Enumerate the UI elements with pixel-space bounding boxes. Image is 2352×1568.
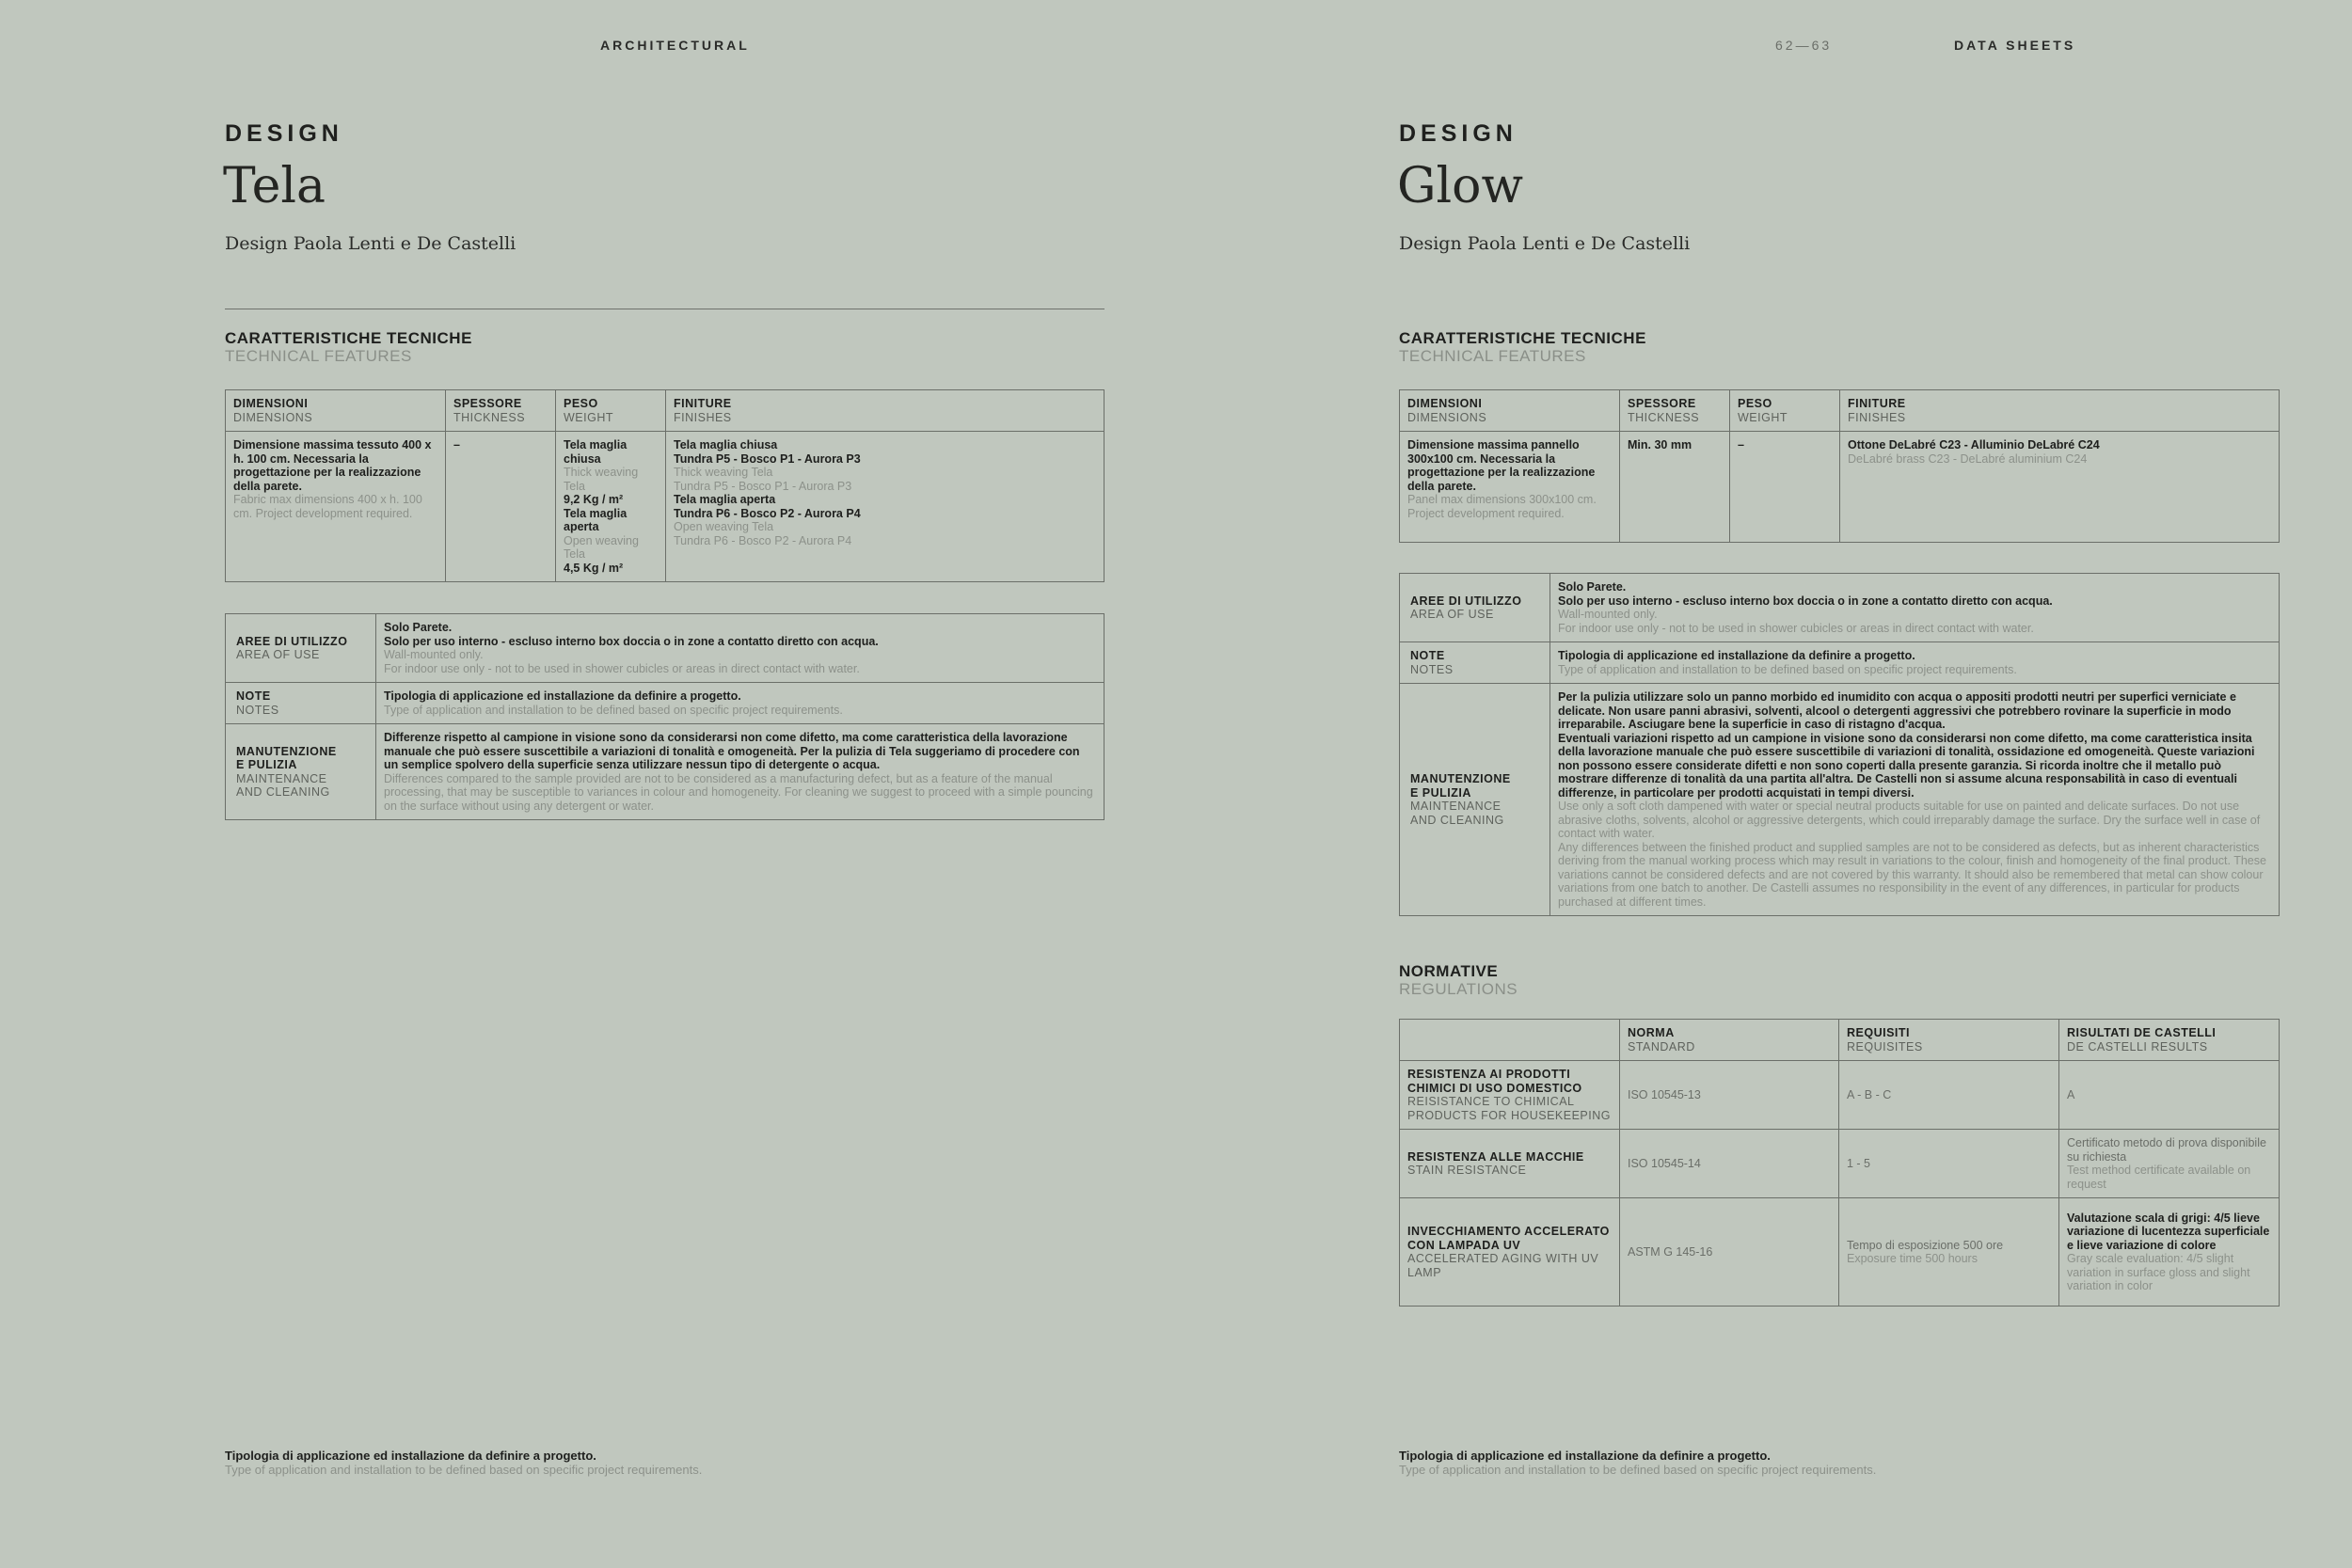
usage-notes-text: Tipologia di applicazione ed installazione da definire a progetto. Type of application and installation to be defined based on specific project requirements. xyxy=(1550,642,2280,684)
right-features-title: CARATTERISTICHE TECNICHE xyxy=(1399,329,1646,347)
left-design-label: DESIGN xyxy=(225,120,343,147)
spec-dimensions-cell: Dimensione massima tessuto 400 x h. 100 cm. Necessaria la progettazione per la realizzazione della parete. Fabric max dimensions 400 x h. 100 cm. Project development required. xyxy=(226,432,446,582)
page-numbers: 62—63 xyxy=(1775,38,1833,53)
usage-notes-label: NOTE NOTES xyxy=(1400,642,1550,684)
left-spec-table xyxy=(225,389,1104,582)
right-spec-table xyxy=(1399,389,2280,543)
regulations-row-label: INVECCHIAMENTO ACCELERATO CON LAMPADA UV ACCELERATED AGING WITH UV LAMP xyxy=(1400,1198,1620,1307)
header-left-label: ARCHITECTURAL xyxy=(600,38,750,53)
usage-area-label: AREE DI UTILIZZO AREA OF USE xyxy=(226,614,376,683)
right-footer xyxy=(1399,1449,2246,1477)
regulations-row-requisites: Tempo di esposizione 500 ore Exposure time 500 hours xyxy=(1839,1198,2059,1307)
right-product-name: Glow xyxy=(1397,158,1523,214)
header-right-label: DATA SHEETS xyxy=(1954,38,2076,53)
regulations-row-result: Certificato metodo di prova disponibile su richiesta Test method certificate available on request xyxy=(2059,1130,2280,1198)
spec-header-row xyxy=(1400,390,2280,432)
regulations-row-label: RESISTENZA AI PRODOTTI CHIMICI DI USO DOMESTICO REISISTANCE TO CHIMICAL PRODUCTS FOR HOUSEKEEPING xyxy=(1400,1061,1620,1130)
spec-header-dimensions: DIMENSIONI DIMENSIONS xyxy=(226,390,446,432)
regulations-row-result: Valutazione scala di grigi: 4/5 lieve variazione di lucentezza superficiale e lieve variazione di colore Gray scale evaluation: 4/5 slight variation in surface gloss and slight variation in color xyxy=(2059,1198,2280,1307)
usage-maintenance-text: Per la pulizia utilizzare solo un panno morbido ed inumidito con acqua o appositi prodotti neutri per superfici verniciate e delicate. Non usare panni abrasivi, solventi, alcool o detergenti aggressivi che potrebbero rovinare la superficie in modo irreparabile. Asciugare bene la superficie in caso di ristagno d'acqua. Eventuali variazioni rispetto ad un campione in visione sono da considerarsi non come difetto, ma come caratteristica insita della lavorazione manuale che può essere suscettibile di variazioni di tonalità, ossidazione ed omogeneità. Queste variazioni non possono essere considerate difetti e non sono coperti dalla presente garanzia. Si ricorda inoltre che il metallo può mostrare differenze di tonalità da una partita all'altra. De Castelli non si assume alcuna responsabilità in caso di eventuali differenze, in particolare per prodotti acquistati in tempi diversi. Use only a soft cloth dampened with water or special neutral products suitable for use on painted and delicate surfaces. Do not use abrasive cloths, solvents, alcohol or aggressive detergents, which could irreparably damage the surface. Dry the surface well in case of contact with water. Any differences between the finished product and supplied samples are not to be considered as defects, but as inherent characteristics deriving from the manual working process which may result in variations to the colour, finish and homogeneity of the final product. These variations cannot be considered defects and are not covered by this warranty. It should also be remembered that metal can show colour variations from one batch to another. De Castelli assumes no responsibility in the event of any differences, in particular for products purchased at different times. xyxy=(1550,684,2280,916)
regulations-table xyxy=(1399,1019,2280,1307)
spec-header-row xyxy=(226,390,1104,432)
right-usage-table xyxy=(1399,573,2280,916)
usage-maintenance-label: MANUTENZIONE E PULIZIA MAINTENANCE AND CLEANING xyxy=(226,724,376,820)
usage-maintenance-row xyxy=(226,724,1104,820)
regulations-row-result: A xyxy=(2059,1061,2280,1130)
right-features-sub: TECHNICAL FEATURES xyxy=(1399,347,1586,365)
left-footer xyxy=(225,1449,1072,1477)
usage-notes-row xyxy=(1400,642,2280,684)
spec-finishes-cell: Ottone DeLabré C23 - Alluminio DeLabré C24 DeLabré brass C23 - DeLabré aluminium C24 xyxy=(1840,432,2280,543)
right-features-heading xyxy=(1399,329,1646,365)
left-features-heading xyxy=(225,329,472,365)
spec-thickness-cell: – xyxy=(446,432,556,582)
spec-data-row xyxy=(226,432,1104,582)
usage-area-label: AREE DI UTILIZZO AREA OF USE xyxy=(1400,574,1550,642)
left-usage-table xyxy=(225,613,1104,820)
spec-header-thickness: SPESSORE THICKNESS xyxy=(446,390,556,432)
usage-maintenance-text: Differenze rispetto al campione in visione sono da considerarsi non come difetto, ma come caratteristica della lavorazione manuale che può essere suscettibile a variazioni di tonalità e omogeneità. Per la pulizia di Tela suggeriamo di procedere con un semplice spolvero della superficie senza utilizzare nessun tipo di detergente o acqua. Differences compared to the sample provided are not to be considered as a manufacturing defect, but as a feature of the manual processing, that may be susceptible to variances in colour and homogeneity. For cleaning we suggest to proceed with a simple pouncing on the surface without using any detergent or water. xyxy=(376,724,1104,820)
spec-weight-cell: Tela maglia chiusa Thick weaving Tela 9,2 Kg / m² Tela maglia aperta Open weaving Tela 4,5 Kg / m² xyxy=(556,432,666,582)
left-designer: Design Paola Lenti e De Castelli xyxy=(225,233,516,254)
right-footer-it: Tipologia di applicazione ed installazione da definire a progetto. xyxy=(1399,1449,1771,1463)
spec-header-weight: PESO WEIGHT xyxy=(556,390,666,432)
spec-weight-cell: – xyxy=(1730,432,1840,543)
spec-thickness-cell: Min. 30 mm xyxy=(1620,432,1730,543)
spec-header-finishes: FINITURE FINISHES xyxy=(1840,390,2280,432)
left-footer-en: Type of application and installation to be defined based on specific project requirements. xyxy=(225,1463,703,1477)
left-product-name: Tela xyxy=(223,158,326,214)
spec-header-thickness: SPESSORE THICKNESS xyxy=(1620,390,1730,432)
usage-notes-label: NOTE NOTES xyxy=(226,683,376,724)
usage-area-row xyxy=(1400,574,2280,642)
regulations-title: NORMATIVE xyxy=(1399,962,1499,980)
regulations-row xyxy=(1400,1198,2280,1307)
left-footer-it: Tipologia di applicazione ed installazione da definire a progetto. xyxy=(225,1449,596,1463)
spec-dimensions-cell: Dimensione massima pannello 300x100 cm. Necessaria la progettazione per la realizzazione della parete. Panel max dimensions 300x100 cm. Project development required. xyxy=(1400,432,1620,543)
regulations-header-row xyxy=(1400,1020,2280,1061)
right-footer-en: Type of application and installation to be defined based on specific project requirements. xyxy=(1399,1463,1877,1477)
regulations-row-label: RESISTENZA ALLE MACCHIE STAIN RESISTANCE xyxy=(1400,1130,1620,1198)
spec-header-finishes: FINITURE FINISHES xyxy=(666,390,1104,432)
usage-maintenance-label: MANUTENZIONE E PULIZIA MAINTENANCE AND CLEANING xyxy=(1400,684,1550,916)
regulations-header-results: RISULTATI DE CASTELLI DE CASTELLI RESULTS xyxy=(2059,1020,2280,1061)
regulations-row-standard: ISO 10545-14 xyxy=(1620,1130,1839,1198)
right-design-label: DESIGN xyxy=(1399,120,1518,147)
usage-notes-row xyxy=(226,683,1104,724)
regulations-header-requisites: REQUISITI REQUISITES xyxy=(1839,1020,2059,1061)
spec-header-weight: PESO WEIGHT xyxy=(1730,390,1840,432)
left-features-sub: TECHNICAL FEATURES xyxy=(225,347,412,365)
usage-maintenance-row xyxy=(1400,684,2280,916)
spec-data-row xyxy=(1400,432,2280,543)
usage-area-text: Solo Parete. Solo per uso interno - escluso interno box doccia o in zone a contatto diretto con acqua. Wall-mounted only. For indoor use only - not to be used in shower cubicles or areas in direct contact with water. xyxy=(376,614,1104,683)
usage-area-row xyxy=(226,614,1104,683)
regulations-row-standard: ISO 10545-13 xyxy=(1620,1061,1839,1130)
regulations-header-standard: NORMA STANDARD xyxy=(1620,1020,1839,1061)
regulations-heading xyxy=(1399,962,1518,998)
spec-finishes-cell: Tela maglia chiusa Tundra P5 - Bosco P1 - Aurora P3 Thick weaving Tela Tundra P5 - Bosco P1 - Aurora P3 Tela maglia aperta Tundra P6 - Bosco P2 - Aurora P4 Open weaving Tela Tundra P6 - Bosco P2 - Aurora P4 xyxy=(666,432,1104,582)
regulations-header-empty xyxy=(1400,1020,1620,1061)
regulations-row-standard: ASTM G 145-16 xyxy=(1620,1198,1839,1307)
spec-header-dimensions: DIMENSIONI DIMENSIONS xyxy=(1400,390,1620,432)
usage-notes-text: Tipologia di applicazione ed installazione da definire a progetto. Type of application and installation to be defined based on specific project requirements. xyxy=(376,683,1104,724)
regulations-row xyxy=(1400,1130,2280,1198)
regulations-row-requisites: 1 - 5 xyxy=(1839,1130,2059,1198)
regulations-row-requisites: A - B - C xyxy=(1839,1061,2059,1130)
regulations-row xyxy=(1400,1061,2280,1130)
left-features-title: CARATTERISTICHE TECNICHE xyxy=(225,329,472,347)
usage-area-text: Solo Parete. Solo per uso interno - escluso interno box doccia o in zone a contatto diretto con acqua. Wall-mounted only. For indoor use only - not to be used in shower cubicles or areas in direct contact with water. xyxy=(1550,574,2280,642)
right-designer: Design Paola Lenti e De Castelli xyxy=(1399,233,1691,254)
regulations-sub: REGULATIONS xyxy=(1399,980,1518,998)
